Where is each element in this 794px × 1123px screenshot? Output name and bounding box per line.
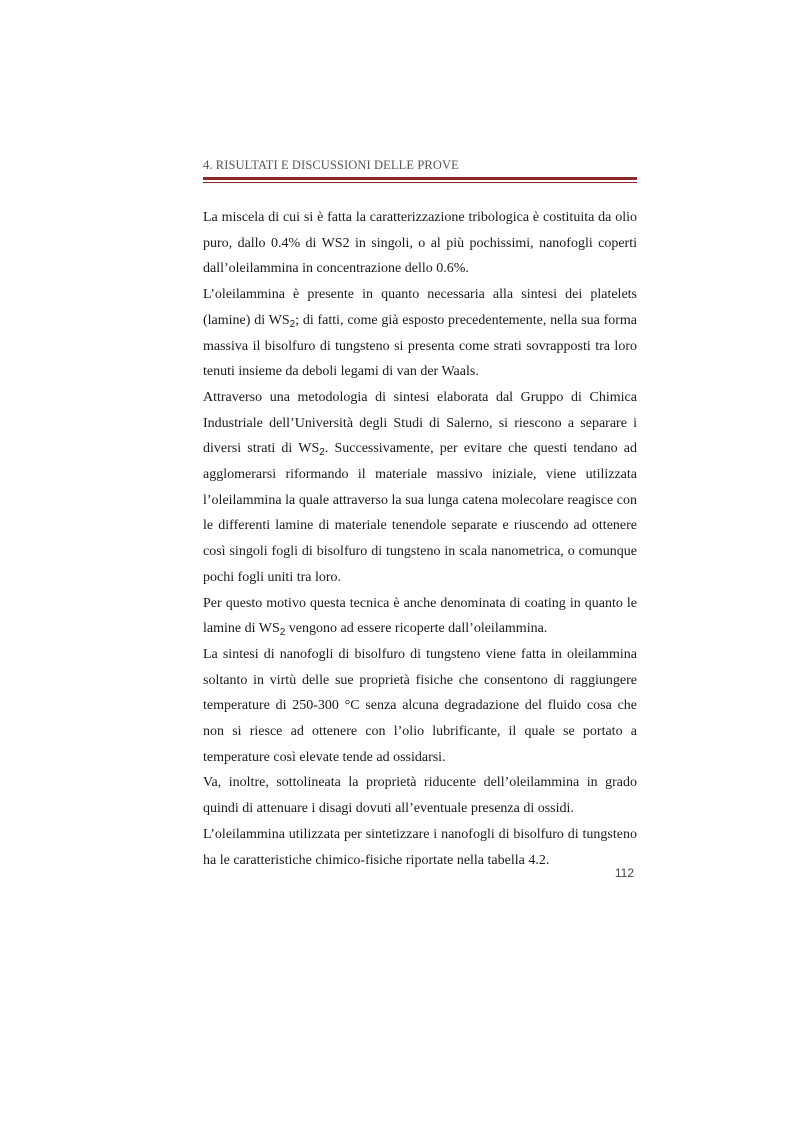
- paragraph-4-part-1: Per questo motivo questa tecnica è anche denominata di coating in quanto le lamine di WS: [203, 595, 637, 637]
- paragraph-3: [203, 385, 637, 591]
- header-rule-thick: [203, 177, 637, 180]
- paragraph-2-part-1: L’oleilammina è presente in quanto necessaria alla sintesi dei platelets (lamine) di WS: [203, 287, 637, 328]
- paragraph-7: L’oleilammina utilizzata per sintetizzare i nanofogli di bisolfuro di tungsteno ha le caratteristiche chimico-fisiche riportate nella tabella 4.2.: [203, 826, 637, 868]
- subscript: 2: [319, 447, 325, 459]
- body-text: [203, 205, 637, 873]
- subscript: 2: [289, 318, 296, 330]
- paragraph-3-part-1: Attraverso una metodologia di sintesi elaborata dal Gruppo di Chimica Industriale dell’Università degli Studi di Salerno, si riescono a separare i diversi strati di WS: [203, 389, 637, 457]
- subscript: 2: [279, 627, 286, 639]
- running-header: 4. RISULTATI E DISCUSSIONI DELLE PROVE: [203, 158, 459, 172]
- paragraph-3-part-2: . Successivamente, per evitare che questi tendano ad agglomerarsi riformando il materiale massivo iniziale, viene utilizzata l’oleilammina la quale attraverso la sua lunga catena molecolare reagisce con le differenti lamine di materiale tenendole separate e riuscendo ad ottenere così singoli fogli di bisolfuro di tungsteno in scala nanometrica, o comunque pochi fogli uniti tra loro.: [203, 441, 637, 585]
- paragraph-4: [203, 591, 637, 642]
- paragraph-1: La miscela di cui si è fatta la caratterizzazione tribologica è costituita da olio puro, dallo 0.4% di WS2 in singoli, o al più pochissimi, nanofogli coperti dall’oleilammina in concentrazione dello 0.6%.: [203, 210, 637, 277]
- paragraph-2: [203, 282, 637, 385]
- paragraph-2-part-2: ; di fatti, come già esposto precedentemente, nella sua forma massiva il bisolfuro di tungsteno si presenta come strati sovrapposti tra loro tenuti insieme da deboli legami di van der Waals.: [203, 312, 637, 380]
- header-rule-thin: [203, 182, 637, 183]
- paragraph-6: Va, inoltre, sottolineata la proprietà riducente dell’oleilammina in grado quindi di attenuare i disagi dovuti all’eventuale presenza di ossidi.: [203, 775, 637, 817]
- paragraph-4-part-2: vengono ad essere ricoperte dall’oleilammina.: [285, 621, 548, 637]
- page-number: 112: [614, 866, 634, 880]
- paragraph-5: La sintesi di nanofogli di bisolfuro di tungsteno viene fatta in oleilammina soltanto in virtù delle sue proprietà fisiche che consentono di raggiungere temperature di 250-300 °C senza alcuna degradazione del fluido cosa che non si riesce ad ottenere con l’olio lubrificante, il quale se portato a temperature così elevate tende ad ossidarsi.: [203, 646, 637, 765]
